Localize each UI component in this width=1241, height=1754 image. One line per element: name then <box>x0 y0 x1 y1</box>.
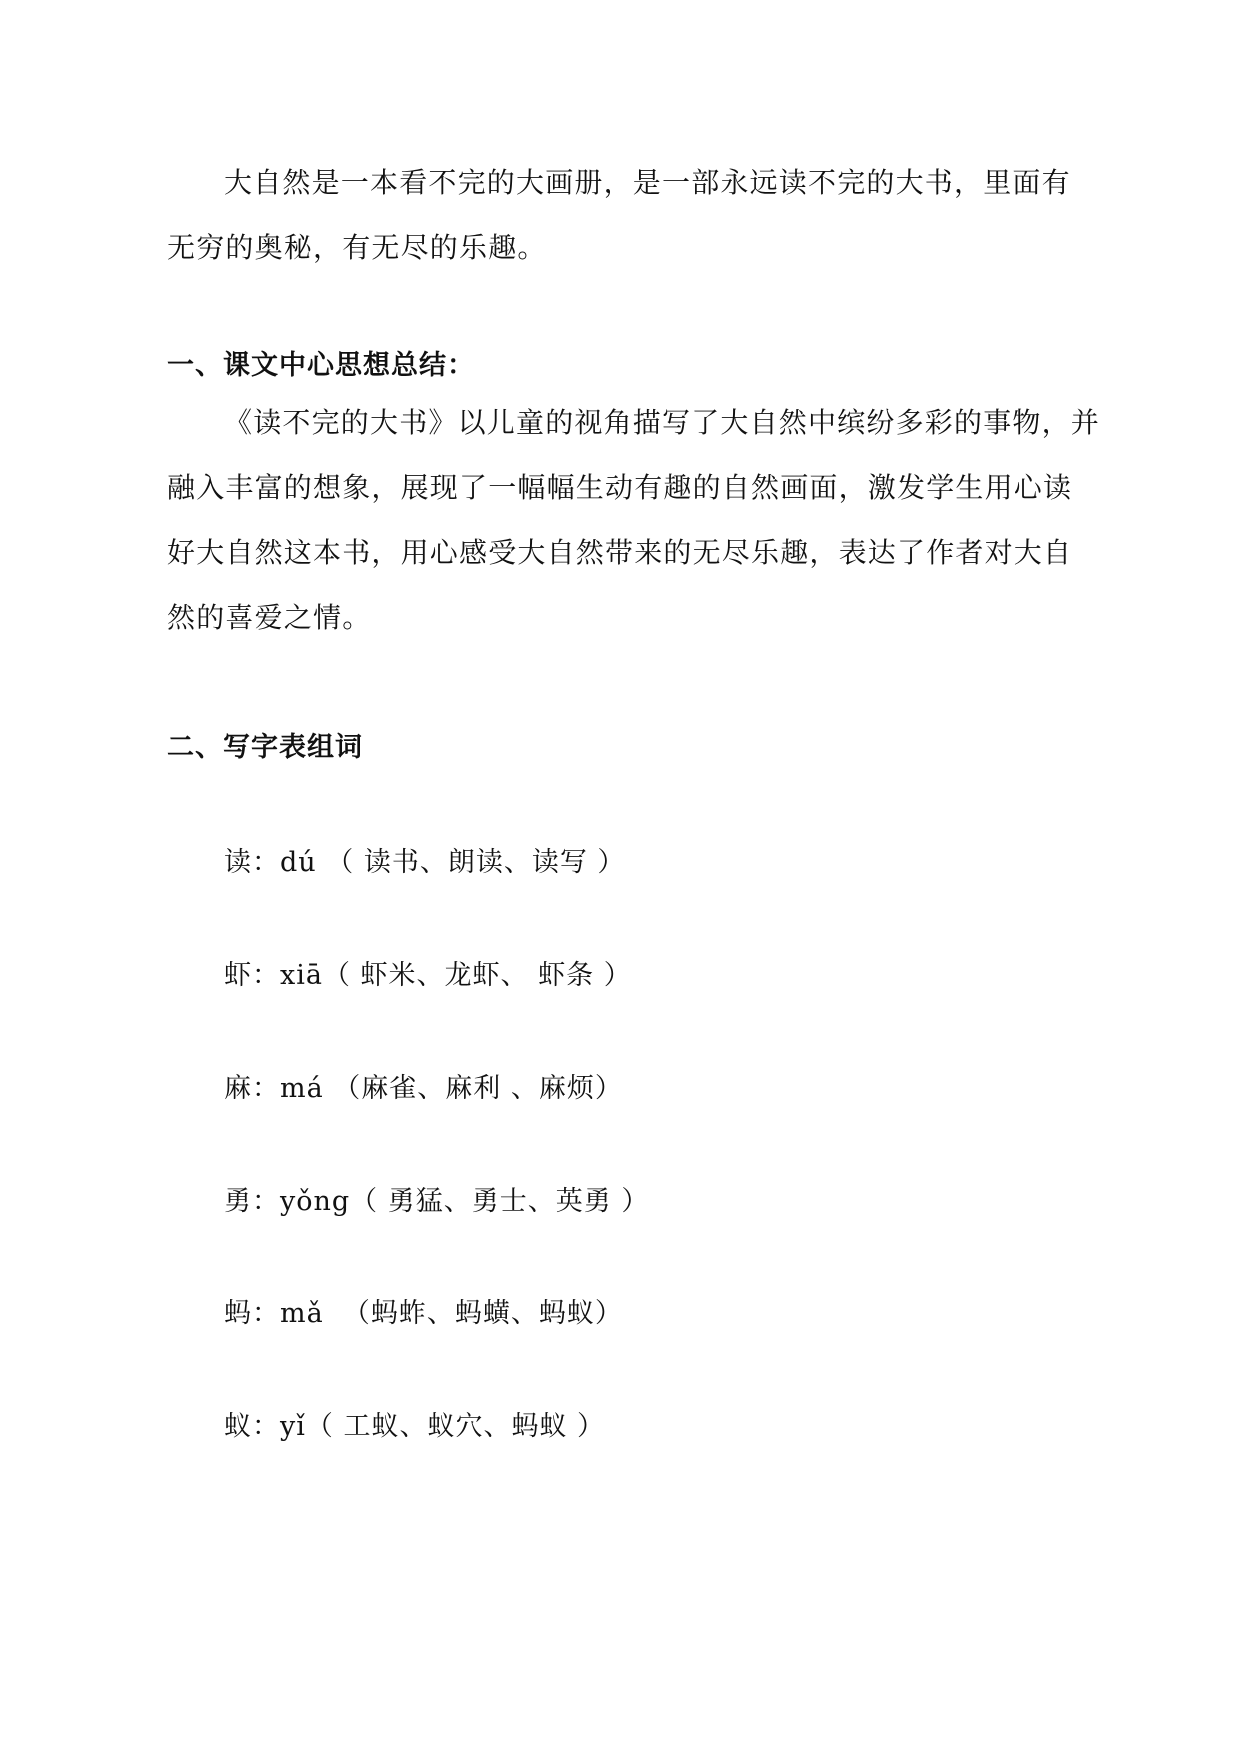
section2-heading: 二、写字表组词 <box>167 732 363 763</box>
word-entry-yong: 勇：yǒng（ 勇猛、勇士、英勇 ） <box>224 1186 650 1217</box>
word-entry-xia: 虾：xiā（ 虾米、龙虾、 虾条 ） <box>224 960 632 991</box>
section1-line-2: 融入丰富的想象，展现了一幅幅生动有趣的自然画面，激发学生用心读 <box>167 471 1073 504</box>
intro-line-2: 无穷的奥秘，有无尽的乐趣。 <box>167 231 547 264</box>
section1-heading: 一、课文中心思想总结： <box>167 350 475 381</box>
word-entry-du: 读：dú （ 读书、朗读、读写 ） <box>224 847 626 878</box>
word-entry-ma-hemp: 麻：má （麻雀、麻利 、麻烦） <box>224 1073 623 1104</box>
section1-line-1: 《读不完的大书》以儿童的视角描写了大自然中缤纷多彩的事物，并 <box>224 406 1101 439</box>
section1-line-3: 好大自然这本书，用心感受大自然带来的无尽乐趣，表达了作者对大自 <box>167 536 1073 569</box>
section1-line-4: 然的喜爱之情。 <box>167 601 372 634</box>
word-entry-ma-ant: 蚂：mǎ （蚂蚱、蚂蟥、蚂蚁） <box>224 1298 623 1329</box>
word-entry-yi: 蚁：yǐ（ 工蚁、蚁穴、蚂蚁 ） <box>224 1411 606 1442</box>
intro-line-1: 大自然是一本看不完的大画册，是一部永远读不完的大书，里面有 <box>224 166 1071 199</box>
